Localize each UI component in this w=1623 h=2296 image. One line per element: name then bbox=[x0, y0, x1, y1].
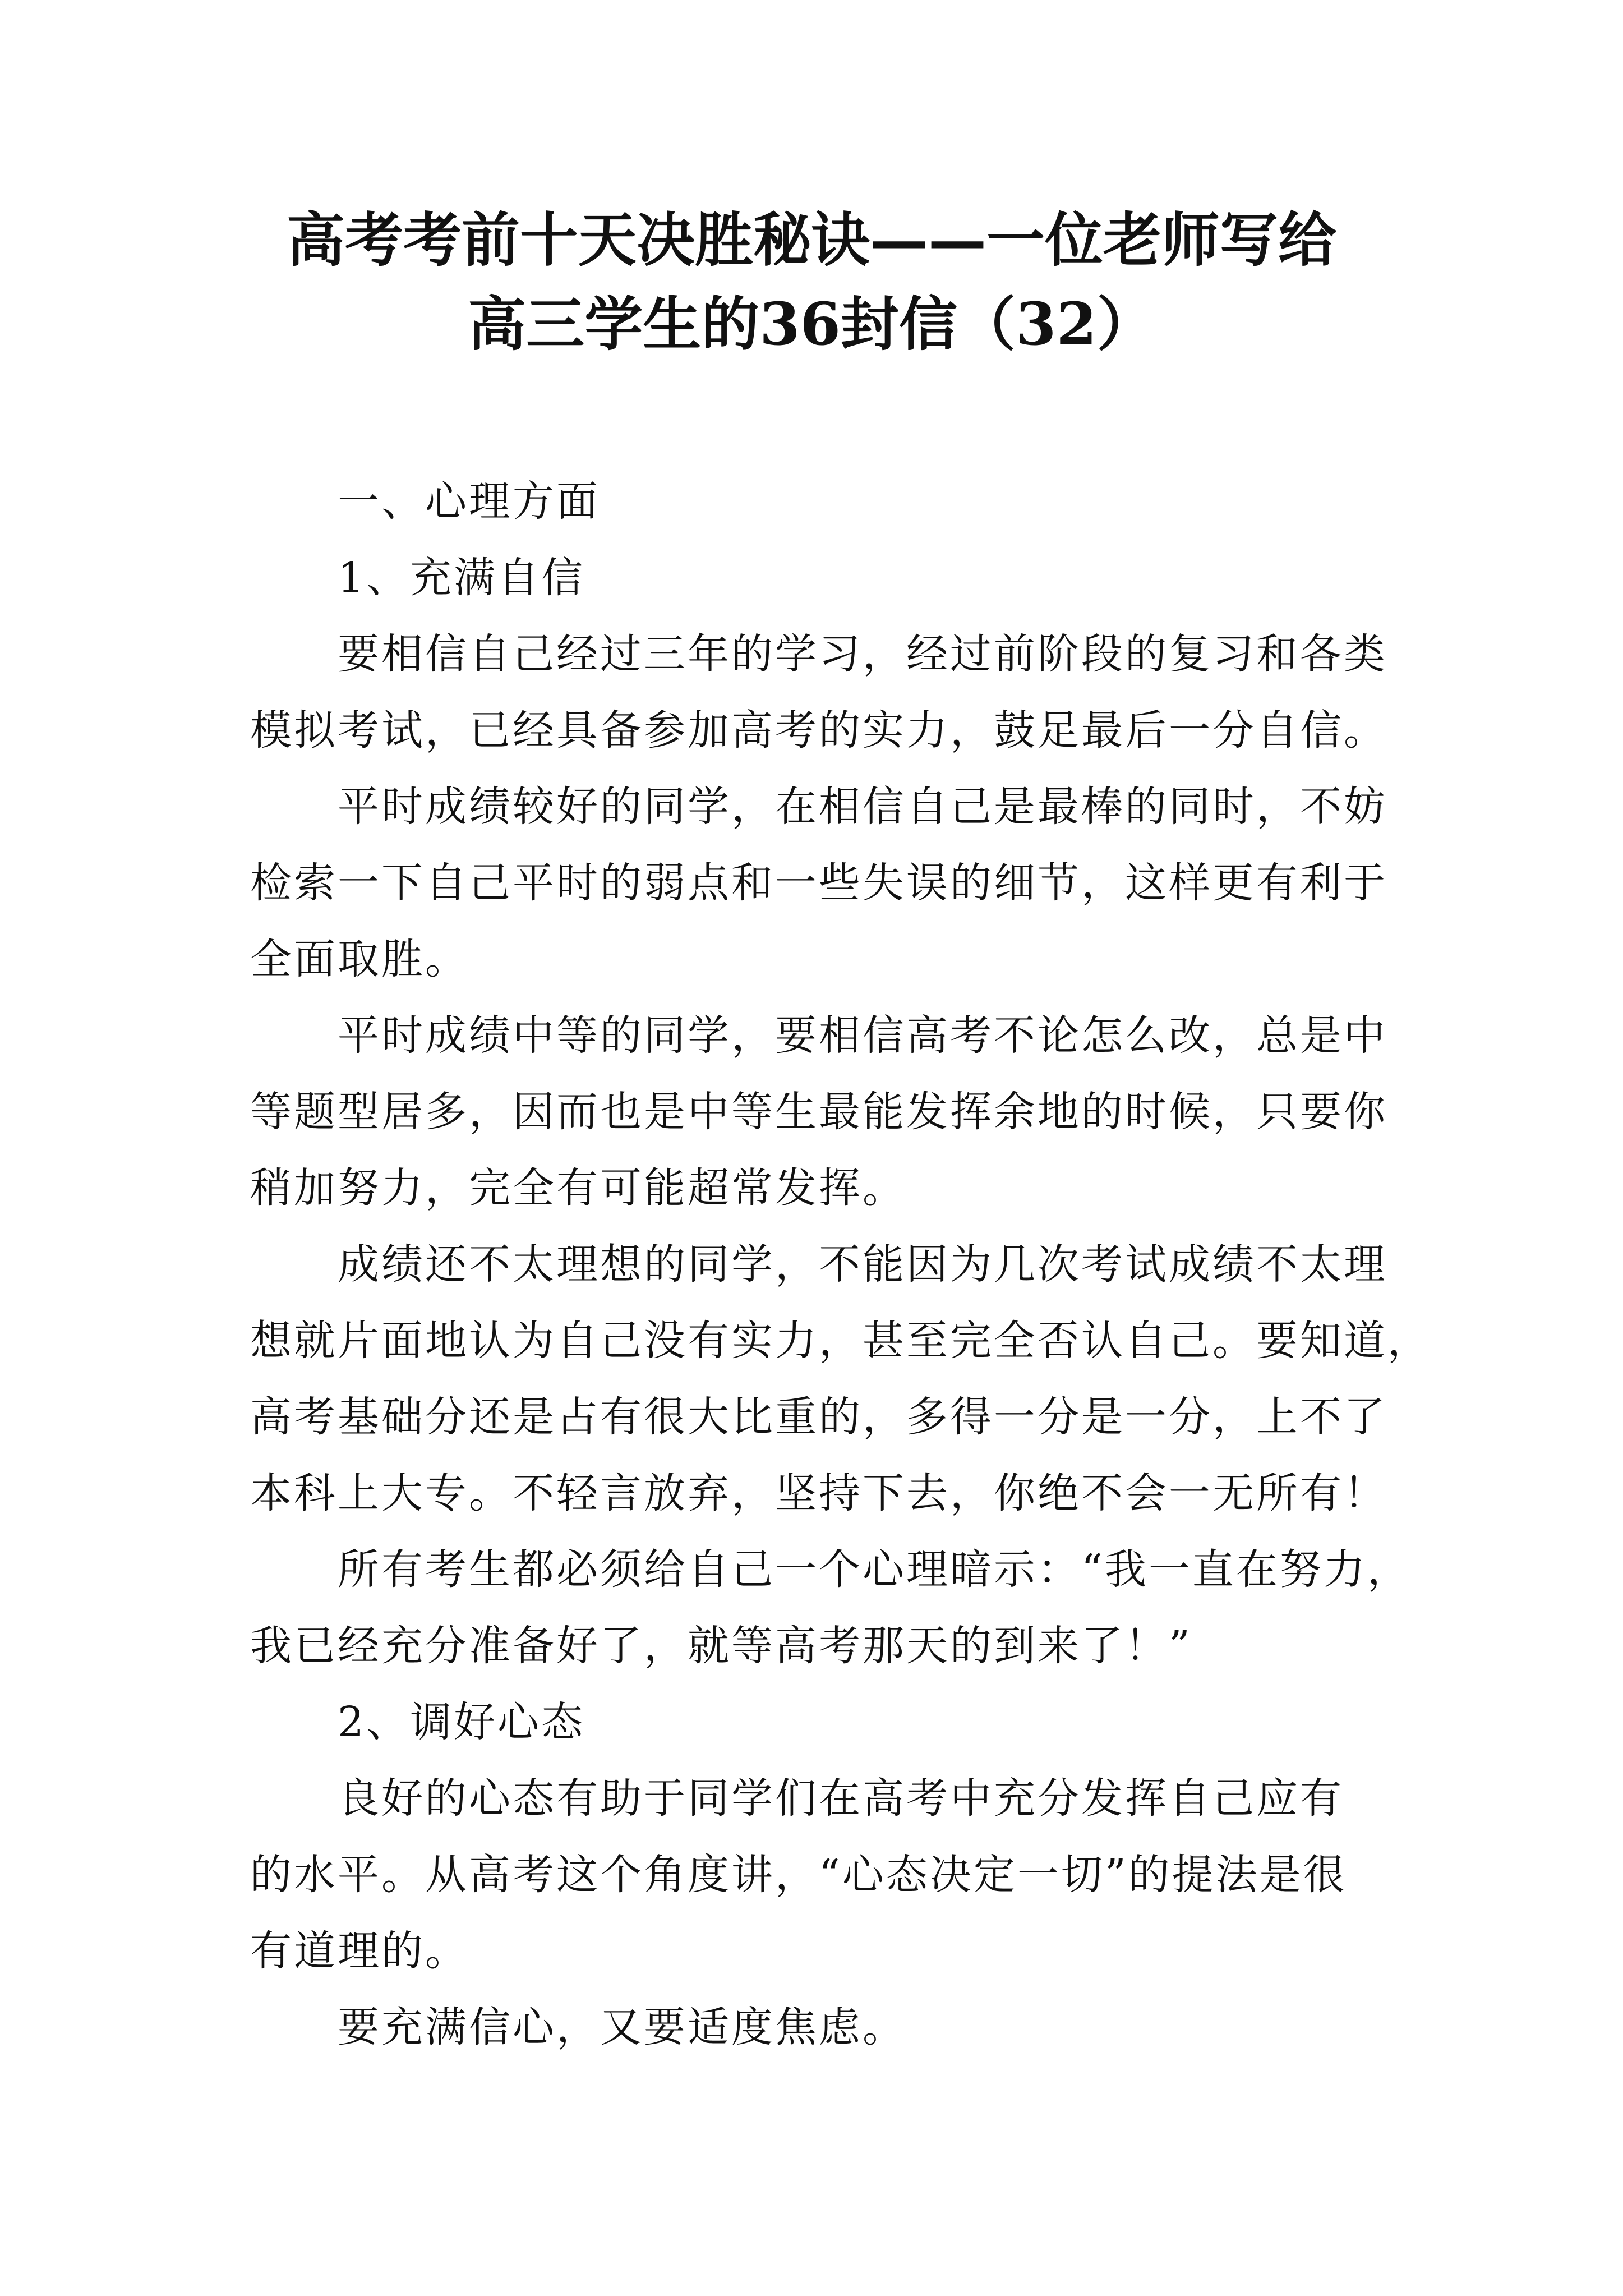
text-line: 想就片面地认为自己没有实力，甚至完全否认自己。要知道， bbox=[250, 1317, 1431, 1365]
text-line: 模拟考试，已经具备参加高考的实力，鼓足最后一分自信。 bbox=[250, 706, 1387, 754]
text-line: 有道理的。 bbox=[250, 1927, 469, 1975]
text-line: 本科上大专。不轻言放弃，坚持下去，你绝不会一无所有！ bbox=[250, 1469, 1387, 1517]
text-line: 等题型居多，因而也是中等生最能发挥余地的时候，只要你 bbox=[250, 1088, 1387, 1136]
text-line: 平时成绩中等的同学，要相信高考不论怎么改，总是中 bbox=[338, 1011, 1387, 1060]
text-line: 我已经充分准备好了，就等高考那天的到来了！” bbox=[250, 1622, 1192, 1670]
text-line: 检索一下自己平时的弱点和一些失误的细节，这样更有利于 bbox=[250, 859, 1387, 907]
subheading-mindset: 2、调好心态 bbox=[338, 1698, 585, 1746]
text-line: 要充满信心，又要适度焦虑。 bbox=[338, 2003, 906, 2051]
text-line: 良好的心态有助于同学们在高考中充分发挥自己应有 bbox=[338, 1774, 1344, 1823]
document-title-line-2: 高三学生的36封信（32） bbox=[468, 289, 1155, 358]
text-line: 所有考生都必须给自己一个心理暗示：“我一直在努力， bbox=[338, 1545, 1411, 1594]
text-line: 全面取胜。 bbox=[250, 935, 469, 983]
text-line: 稍加努力，完全有可能超常发挥。 bbox=[250, 1164, 906, 1212]
subheading-confidence: 1、充满自信 bbox=[338, 554, 585, 602]
document-title-line-1: 高考考前十天决胜秘诀——一位老师写给 bbox=[286, 205, 1336, 274]
section-heading-psychology: 一、心理方面 bbox=[338, 477, 600, 526]
text-line: 高考基础分还是占有很大比重的，多得一分是一分，上不了 bbox=[250, 1393, 1387, 1441]
text-line: 的水平。从高考这个角度讲，“心态决定一切”的提法是很 bbox=[250, 1851, 1347, 1899]
text-line: 成绩还不太理想的同学，不能因为几次考试成绩不太理 bbox=[338, 1240, 1387, 1289]
text-line: 平时成绩较好的同学，在相信自己是最棒的同时，不妨 bbox=[338, 783, 1387, 831]
text-line: 要相信自己经过三年的学习，经过前阶段的复习和各类 bbox=[338, 630, 1387, 678]
